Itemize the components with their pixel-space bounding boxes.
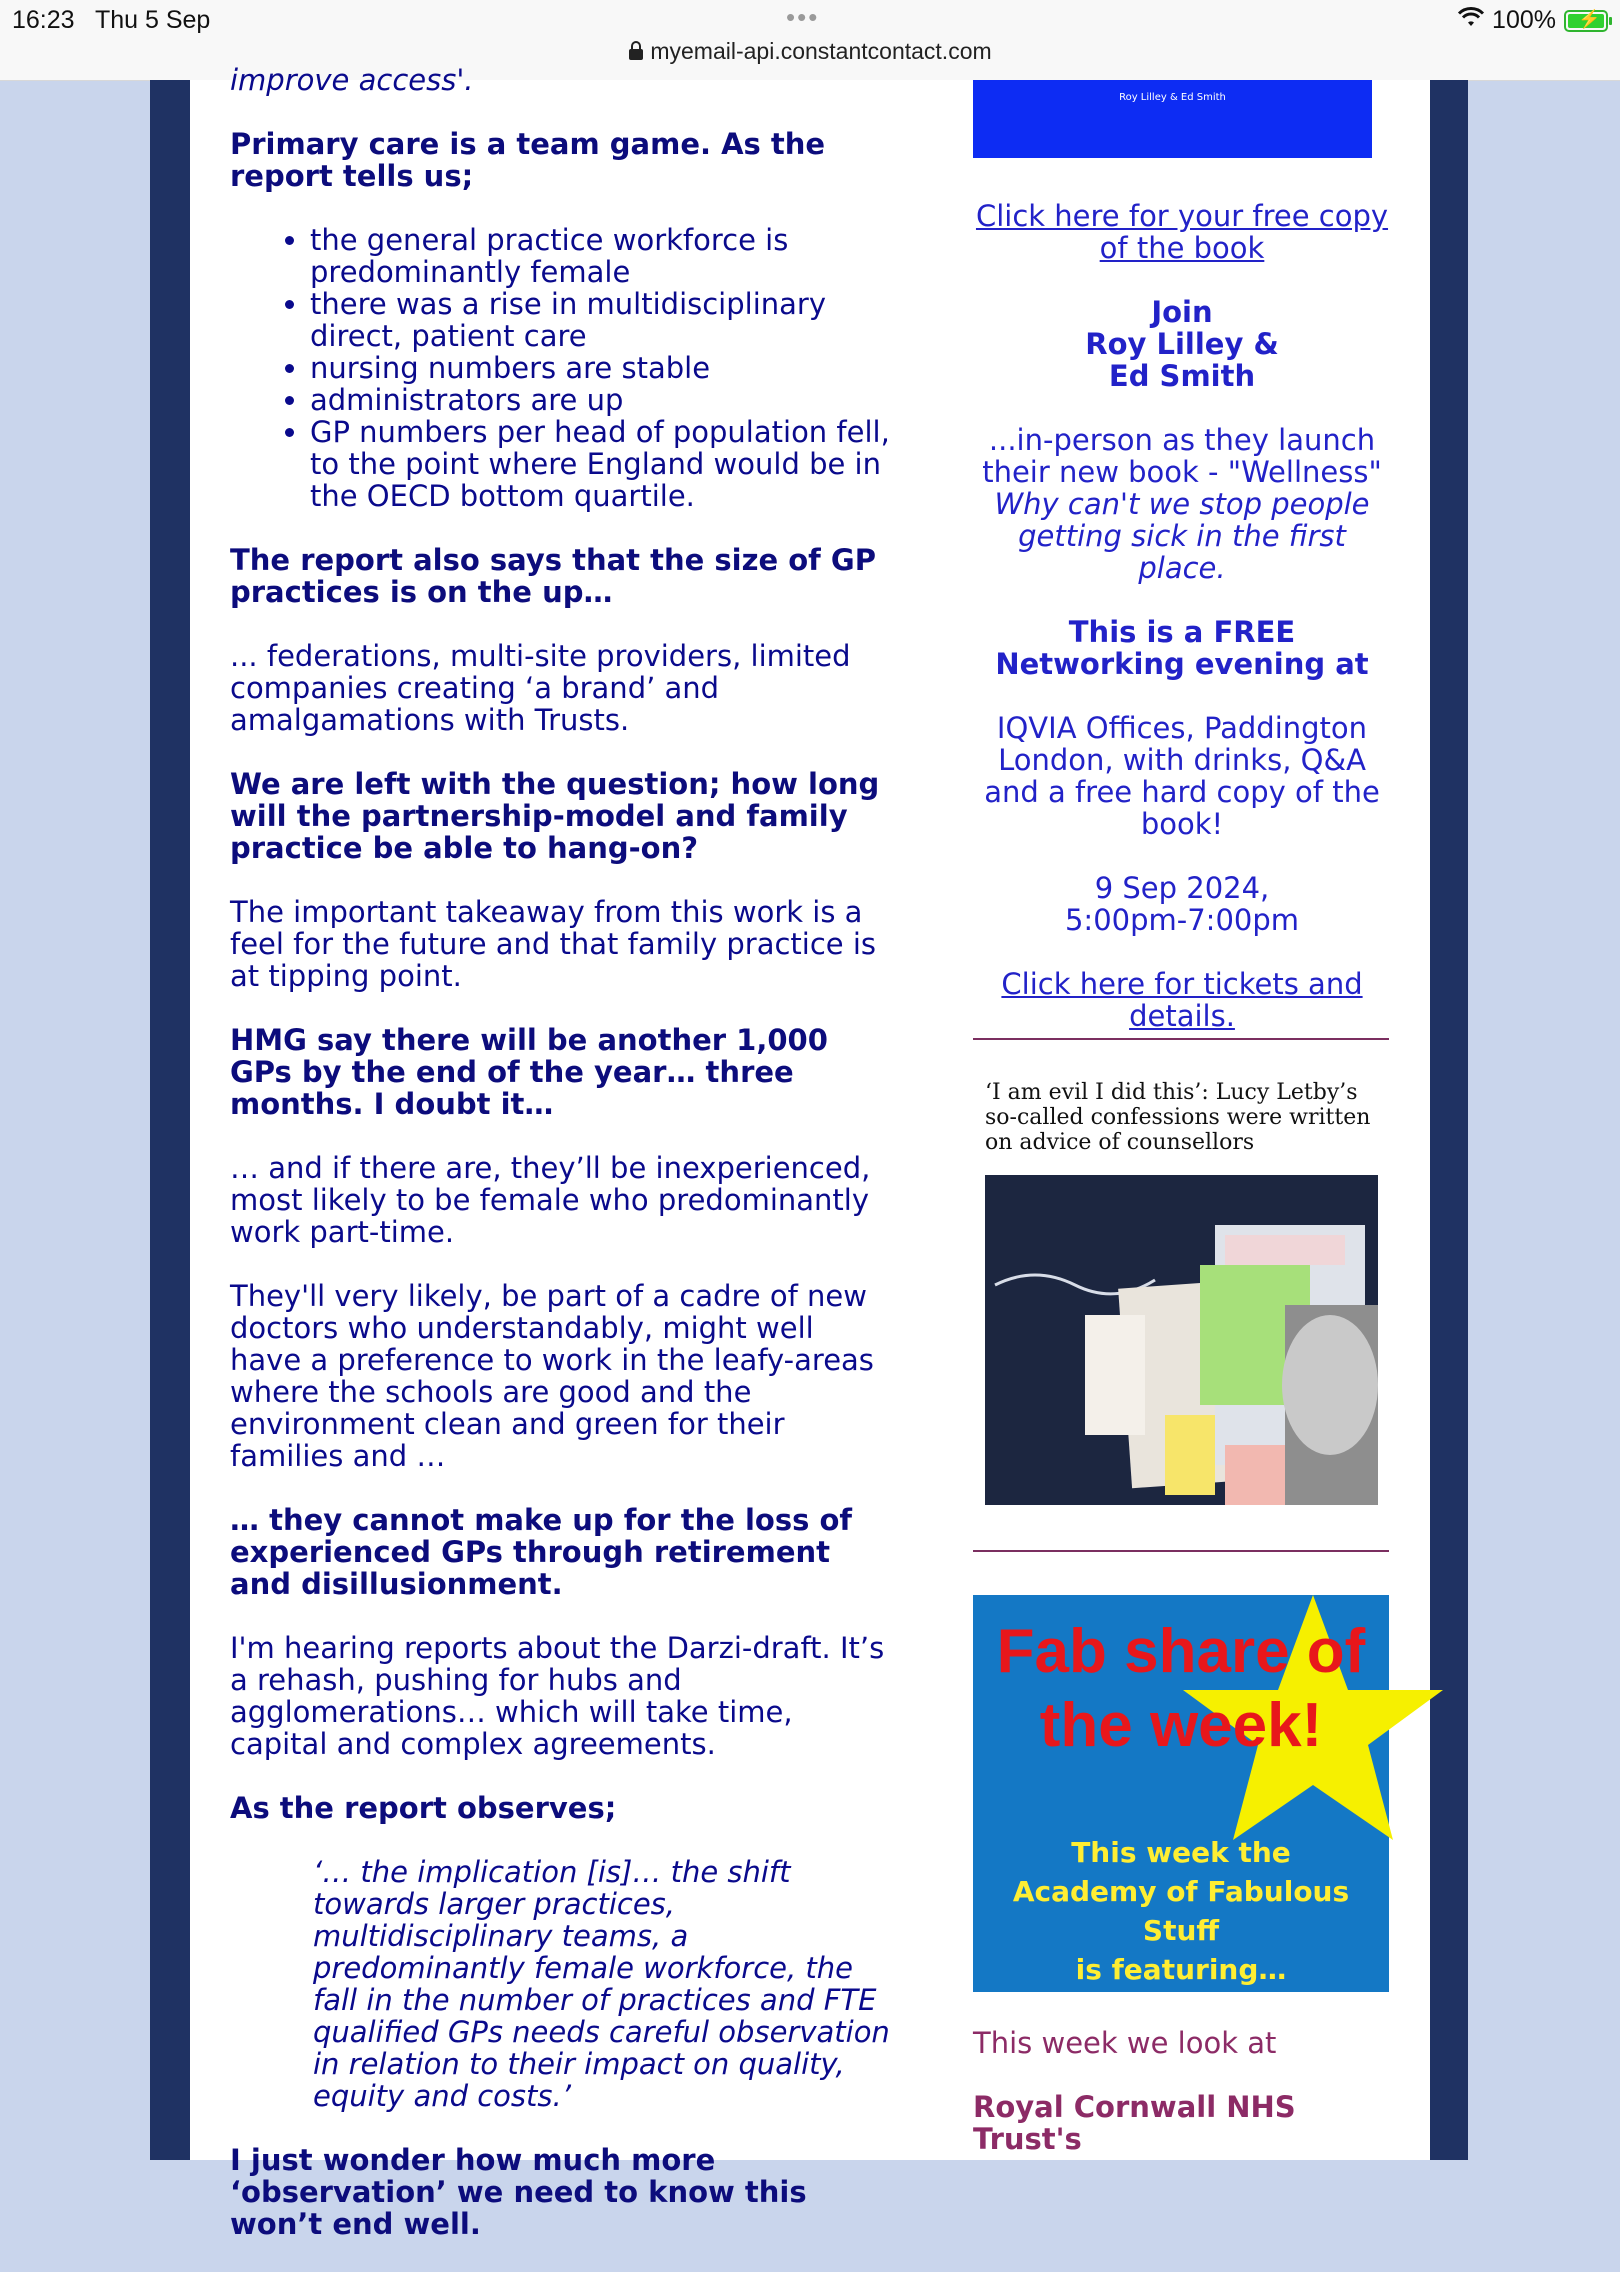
lock-icon — [628, 40, 644, 67]
report-findings-list — [230, 224, 890, 512]
fab-title: Fab share of the week! — [996, 1617, 1366, 1760]
para-takeaway: The important takeaway from this work is a feel for the future and that family practice is at tipping point. — [230, 895, 877, 993]
list-item: • administrators are up — [310, 384, 890, 416]
news-collage-image — [985, 1175, 1378, 1505]
para-size-gp: The report also says that the size of GP practices is on the up… — [230, 543, 876, 609]
clipped-line: improve access'. — [230, 63, 474, 97]
para-wonder: I just wonder how much more ‘observation’ we need to know this won’t end well. — [230, 2143, 807, 2241]
list-item: • there was a rise in multidisciplinary direct, patient care — [310, 288, 890, 352]
wifi-icon — [1458, 6, 1484, 35]
book-authors: Roy Lilley & Ed Smith — [1119, 92, 1226, 103]
side-bottom — [973, 2027, 1391, 2187]
list-item: • GP numbers per head of population fell, to the point where England would be in the OECD bottom quartile. — [310, 416, 890, 512]
para-question: We are left with the question; how long will the partnership-model and family practice be able to hang-on? — [230, 767, 880, 865]
para-observes: As the report observes; — [230, 1791, 617, 1825]
list-item: • the general practice workforce is predominantly female — [310, 224, 890, 288]
email-body — [190, 63, 1430, 2241]
join-heading: Join Roy Lilley & Ed Smith — [1085, 295, 1279, 393]
status-time: 16:23 Thu 5 Sep — [12, 6, 211, 34]
multitasking-dots[interactable]: ••• — [786, 2, 820, 32]
fab-subtitle: This week the Academy of Fabulous Stuff is featuring… — [1012, 1836, 1350, 1986]
para-loss: … they cannot make up for the loss of experienced GPs through retirement and disillusionment. — [230, 1503, 852, 1601]
para-inexperienced: … and if there are, they’ll be inexperienced, most likely to be female who predominantly work part-time. — [230, 1151, 871, 1249]
trust-name: Royal Cornwall NHS Trust's — [973, 2090, 1296, 2156]
battery-icon: ⚡ — [1564, 10, 1608, 32]
status-indicators — [1458, 6, 1608, 35]
tickets-link[interactable]: Click here for tickets and details. — [1001, 967, 1363, 1033]
side-column — [973, 200, 1391, 1064]
free-copy-link[interactable]: Click here for your free copy of the book — [975, 199, 1389, 265]
report-quote: ‘… the implication [is]… the shift towards larger practices, multidisciplinary teams, a predominantly female workforce, the fall in the number of practices and FTE qualified GPs needs careful observation in relation to their impact on quality, equity and costs.’ — [313, 1855, 890, 2113]
divider — [973, 1550, 1389, 1552]
para-darzi: I'm hearing reports about the Darzi-draft. It’s a rehash, pushing for hubs and agglomerations… which will take time, capital and complex agreements. — [230, 1631, 885, 1761]
url-text: myemail-api.constantcontact.com — [650, 38, 992, 64]
book-cover-image[interactable] — [973, 80, 1372, 158]
week-look: This week we look at — [973, 2026, 1277, 2060]
divider — [973, 1038, 1389, 1040]
list-item: • nursing numbers are stable — [310, 352, 890, 384]
launch-text: ...in-person as they launch their new book - "Wellness" Why can't we stop people getting sick in the first place. — [982, 423, 1382, 585]
para-cadre: They'll very likely, be part of a cadre of new doctors who understandably, might well have a preference to work in the leafy-areas where the schools are good and the environment clean and green for their families and … — [230, 1279, 874, 1473]
main-column — [230, 63, 890, 2272]
para-hmg: HMG say there will be another 1,000 GPs by the end of the year… three months. I doubt it… — [230, 1023, 828, 1121]
event-datetime: 9 Sep 2024, 5:00pm-7:00pm — [1064, 871, 1300, 937]
battery-percent: 100% — [1492, 6, 1556, 34]
fab-share-banner[interactable] — [973, 1595, 1389, 1992]
free-evening: This is a FREE Networking evening at — [995, 615, 1369, 681]
news-clipping[interactable] — [985, 1080, 1385, 1505]
para-team-game: Primary care is a team game. As the report tells us; — [230, 127, 826, 193]
para-federations: ... federations, multi-site providers, limited companies creating ‘a brand’ and amalgamations with Trusts. — [230, 639, 851, 737]
news-headline: ‘I am evil I did this’: Lucy Letby’s so-called confessions were written on advice of counsellors — [985, 1080, 1371, 1155]
venue-text: IQVIA Offices, Paddington London, with drinks, Q&A and a free hard copy of the book! — [984, 711, 1380, 841]
